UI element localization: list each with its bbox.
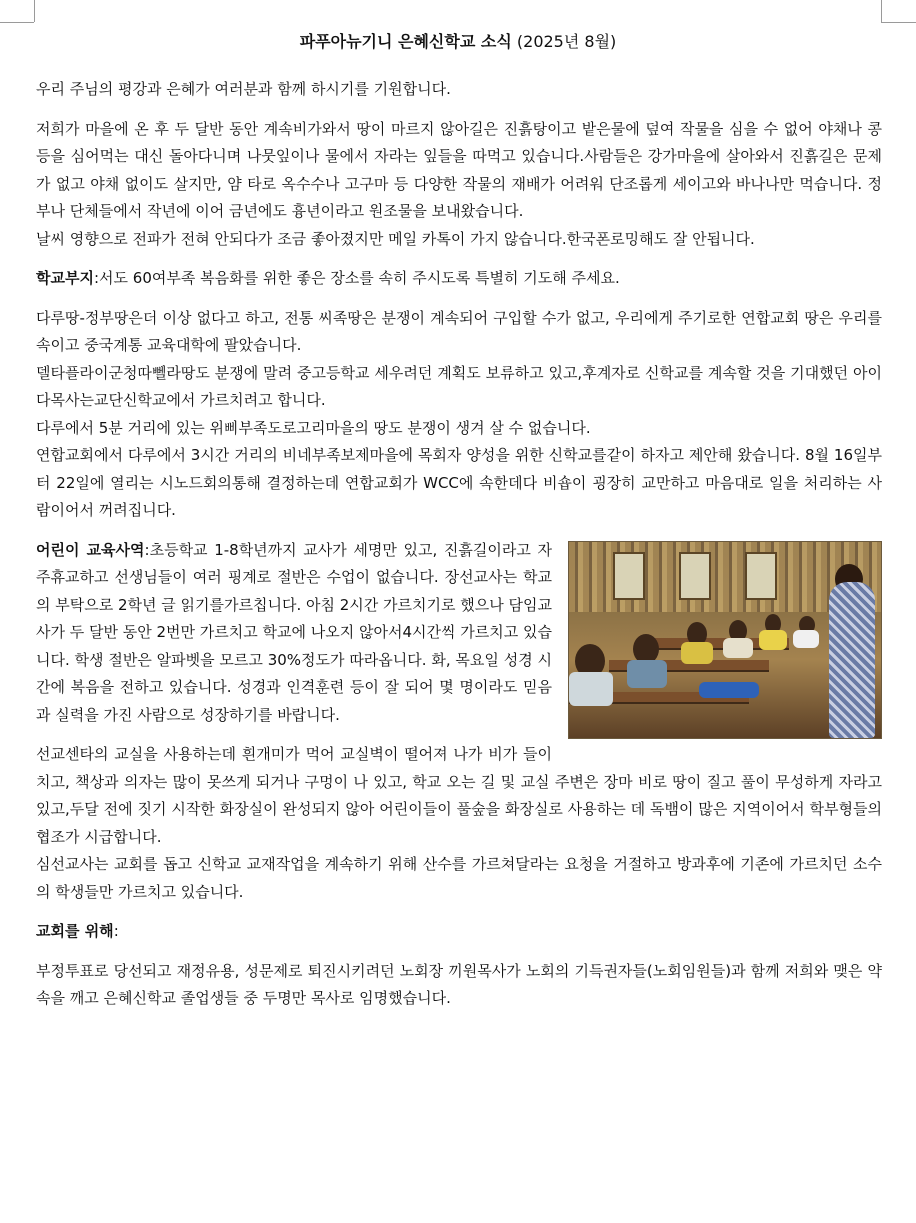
section-heading: 학교부지 [36,269,94,287]
section-heading: 어린이 교육사역 [36,540,145,559]
crop-mark-top-left [0,22,34,23]
land-paragraph: 다루땅-정부땅은더 이상 없다고 하고, 전통 씨족땅은 분쟁이 계속되어 구입할 수가 없고, 우리에게 주기로한 연합교회 땅은 우리를 속이고 중국계통 교육대학에 팔았습니다. [36,308,882,354]
newsletter-body [36,76,882,1013]
intro-paragraph: 저희가 마을에 온 후 두 달반 동안 계속비가와서 땅이 마르지 않아길은 진흙탕이고 밭은물에 덮여 작물을 심을 수 없어 야채나 콩 등을 심어먹는 대신 돌아다니며 나뭇잎이나 물에서 자라는 잎들을 따먹고 있습니다.사람들은 강가마을에 살아와서 진흙길은 문제가 없고 야채 없이도 살지만, 얌 타로 옥수수나 고구마 등 다양한 작물의 재배가 어려워 단조롭게 세이고와 바나나만 먹습니다. 정부나 단체들에서 작년에 이어 금년에도 흉년이라고 원조물을 보내왔습니다. [36,119,882,220]
title-date: (2025년 8월) [516,32,617,51]
newsletter-title [0,30,916,54]
crop-mark-top-left [34,0,35,22]
classroom-photo [568,541,882,739]
section-text: :서도 60여부족 복음화를 위한 좋은 장소를 속히 주시도록 특별히 기도해 주세요. [93,269,620,287]
classroom-paragraph: 심선교사는 교회를 돕고 신학교 교재작업을 계속하기 위해 산수를 가르쳐달라는 요청을 거절하고 방과후에 기존에 가르치던 소수의 학생들만 가르치고 있습니다. [36,855,882,901]
title-main: 파푸아뉴기니 은혜신학교 소식 [299,32,512,51]
land-paragraph: 델타플라이군청따뻴라땅도 분쟁에 말려 중고등학교 세우려던 계획도 보류하고 있고,후계자로 신학교를 계속할 것을 기대했던 아이다목사는교단신학교에서 가르치려고 합니다. [36,363,882,409]
crop-mark-top-right [881,0,882,22]
land-paragraph: 연합교회에서 다루에서 3시간 거리의 비네부족보제마을에 목회자 양성을 위한 신학교를같이 하자고 제안해 왔습니다. 8월 16일부터 22일에 열리는 시노드회의통해 결정하는데 연합교회가 WCC에 속한데다 비숍이 굉장히 교만하고 마음대로 일을 처리하는 사람이어서 꺼려집니다. [36,446,882,519]
land-paragraph: 다루에서 5분 거리에 있는 위삐부족도로고리마을의 땅도 분쟁이 생겨 살 수 없습니다. [36,418,591,437]
intro-paragraph: 날씨 영향으로 전파가 전혀 안되다가 조금 좋아졌지만 메일 카톡이 가지 않습니다.한국폰로밍해도 잘 안됩니다. [36,229,755,248]
greeting: 우리 주님의 평강과 은혜가 여러분과 함께 하시기를 기원합니다. [36,80,451,98]
crop-mark-top-right [881,22,916,23]
school-site-section [36,265,882,293]
classroom-paragraph: 선교센타의 교실을 사용하는데 흰개미가 먹어 교실벽이 떨어져 나가 비가 들이치고, 책상과 의자는 많이 못쓰게 되거나 구멍이 나 있고, 학교 오는 길 및 교실 주변은 장마 비로 땅이 질고 풀이 무성하게 자라고 있고,두달 전에 짓기 시작한 화장실이 완성되지 않아 어린이들이 풀숲을 화장실로 사용하는 데 독뱀이 많은 지역이어서 학부형들의 협조가 시급합니다. [36,745,882,846]
church-paragraph: 부정투표로 당선되고 재정유용, 성문제로 퇴진시키려던 노회장 끼원목사가 노회의 기득권자들(노회임원들)과 함께 저희와 맺은 약속을 깨고 은혜신학교 졸업생들 중 두명만 목사로 임명했습니다. [36,961,882,1007]
section-text: :초등학교 1-8학년까지 교사가 세명만 있고, 진흙길이라고 자주휴교하고 선생님들이 여러 핑계로 절반은 수업이 없습니다. 장선교사는 학교의 부탁으로 2학년 글 읽기를가르칩니다. 아침 2시간 가르치기로 했으나 담임교사가 두 달반 동안 2번만 가르치고 학교에 나오지 않아서4시간씩 가르치고 있습니다. 학생 절반은 알파벳을 모르고 30%정도가 따라옵니다. 화, 목요일 성경 시간에 복음을 전하고 있습니다. 성경과 인격훈련 등이 잘 되어 몇 명이라도 믿음과 실력을 가진 사람으로 성장하기를 바랍니다. [36,540,552,724]
section-heading: 교회를 위해 [36,922,114,940]
church-section-heading: 교회를 위해: [36,922,119,940]
